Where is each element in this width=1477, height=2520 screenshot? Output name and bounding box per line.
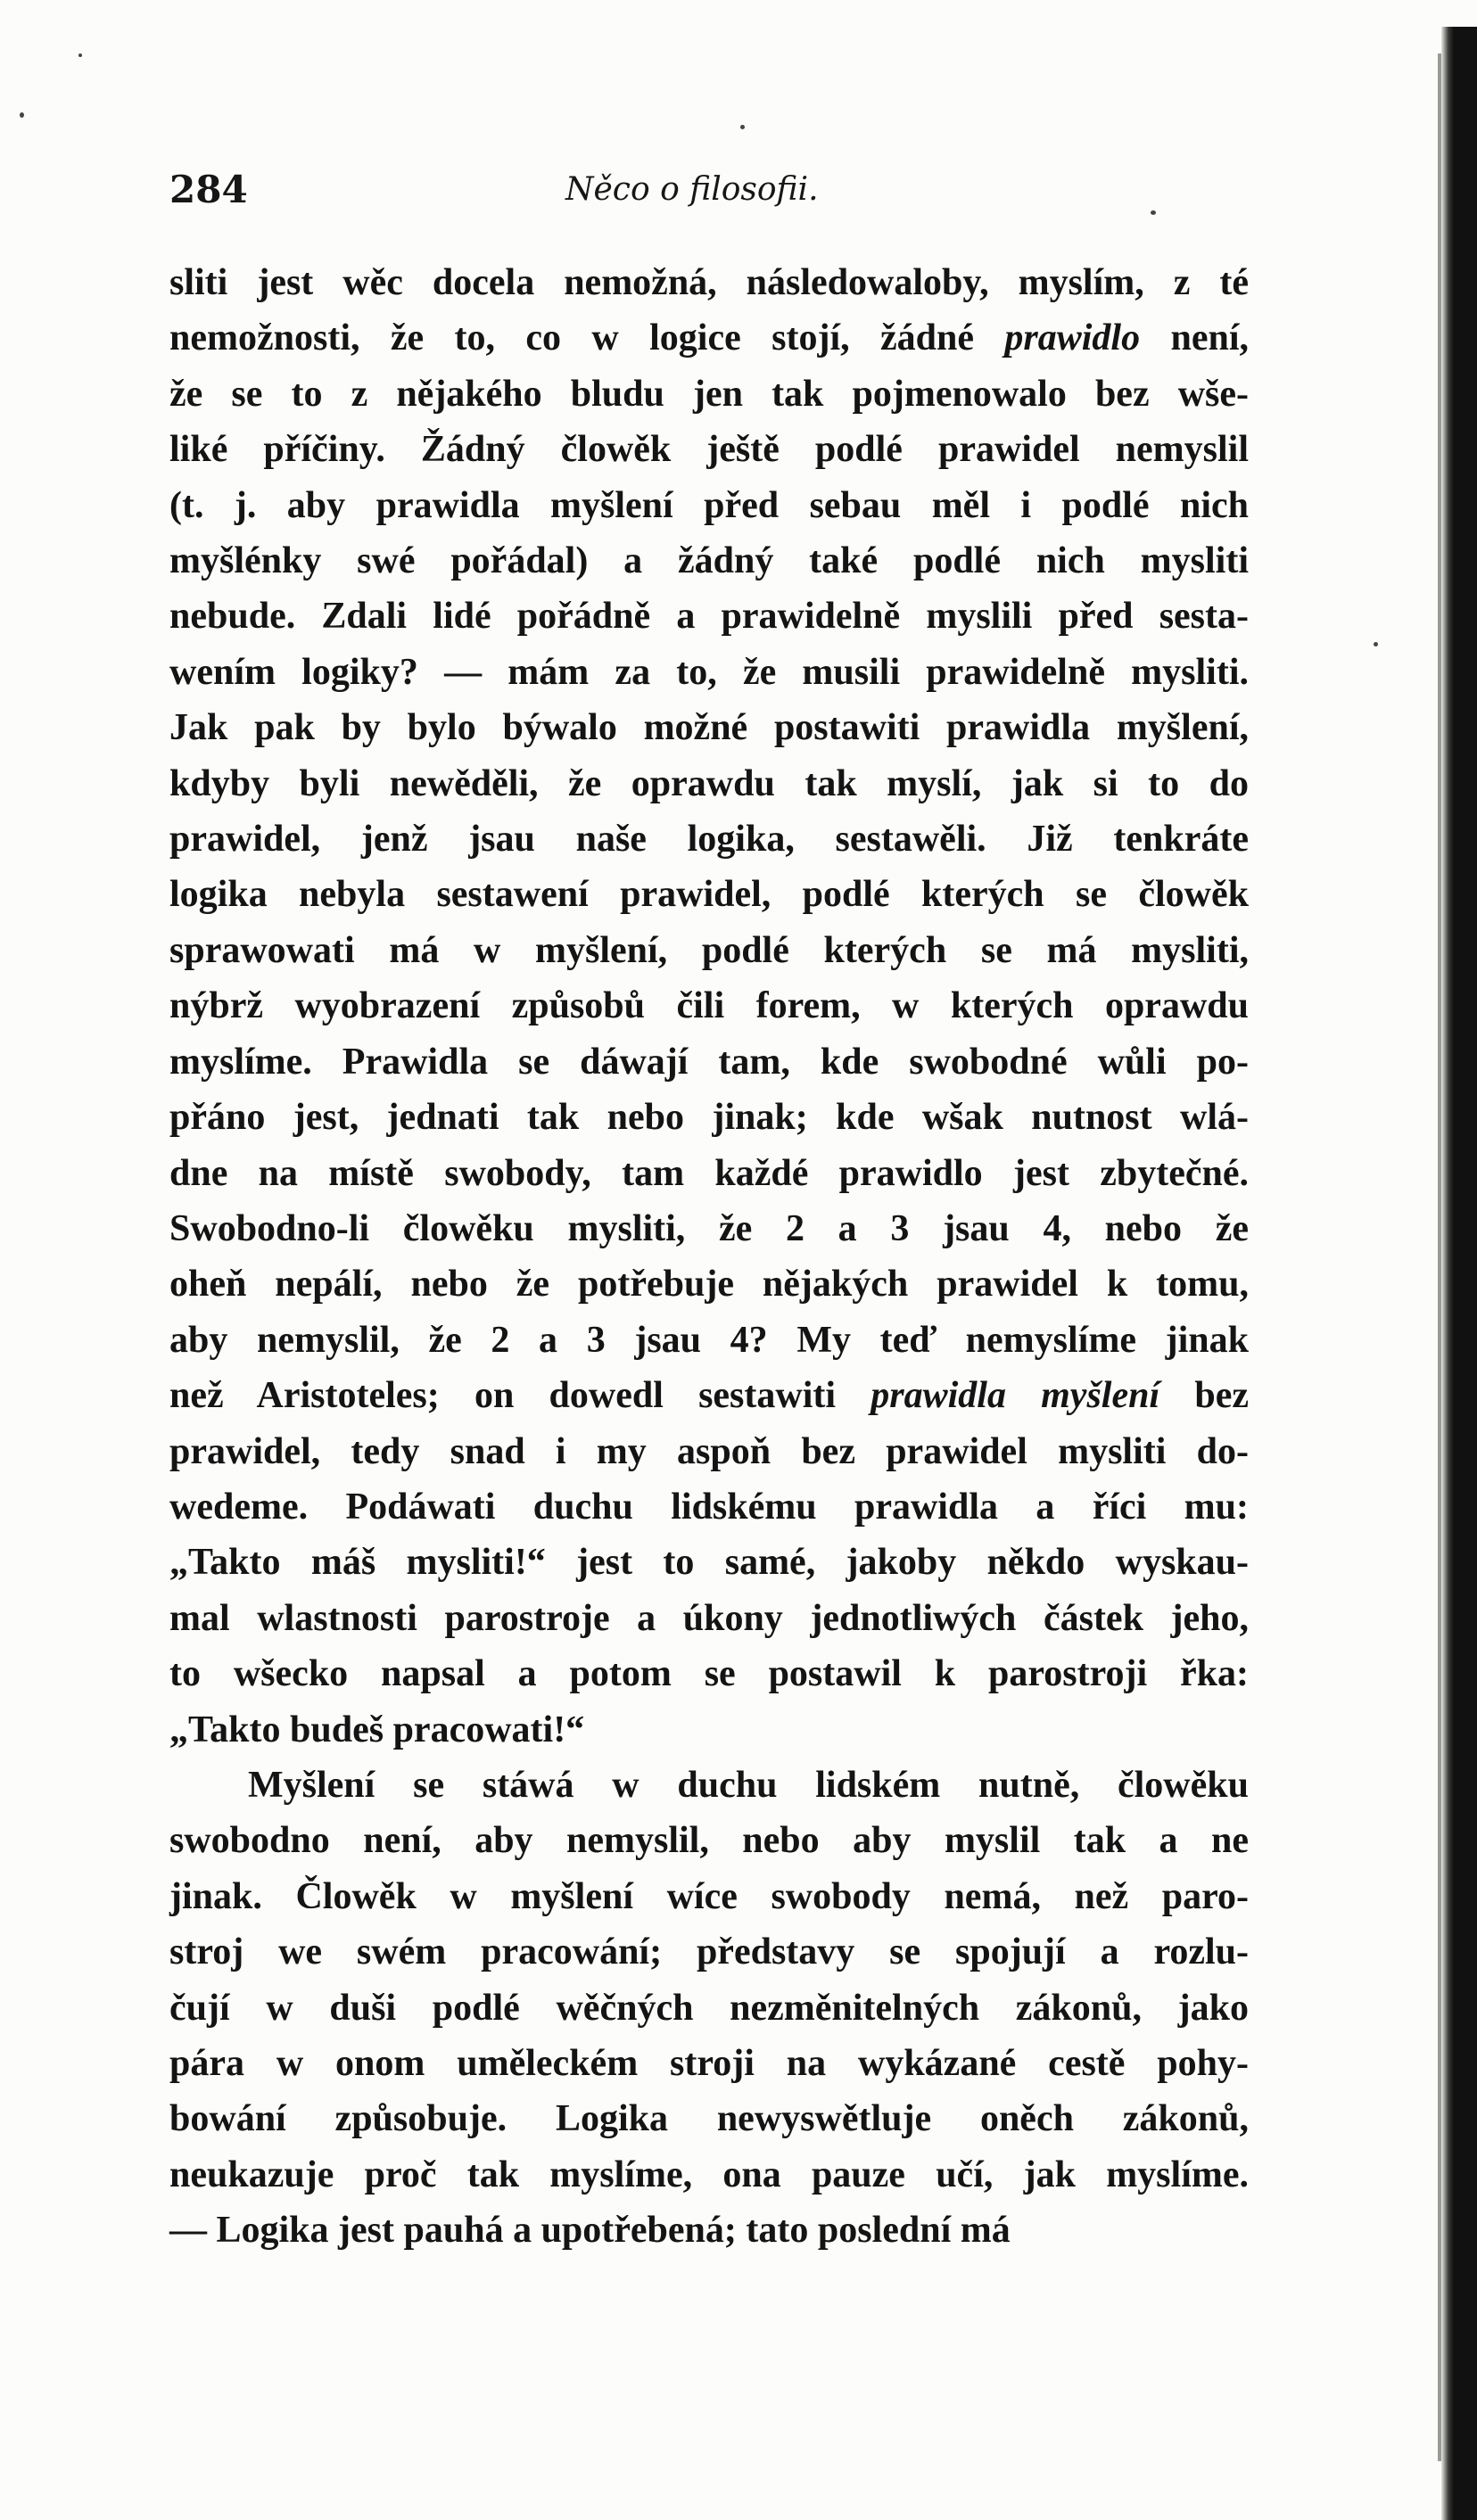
- text-line: prawidel, tedy snad i my aspoň bez prawidel mysliti do-: [169, 1430, 1249, 1472]
- text-line: (t. j. aby prawidla myšlení před sebau měl i podlé nich: [169, 484, 1249, 526]
- text-line: aby nemyslil, že 2 a 3 jsau 4? My teď nemyslíme jinak: [169, 1319, 1249, 1361]
- text-line: wením logiky? — mám za to, že musili prawidelně mysliti.: [169, 651, 1249, 693]
- emphasized-term: prawidla myšlení: [871, 1375, 1160, 1417]
- text-line: „Takto máš mysliti!“ jest to samé, jakoby někdo wyskau-: [169, 1542, 1249, 1584]
- book-spine-edge: [1441, 27, 1477, 2520]
- text-line: logika nebyla sestawení prawidel, podlé kterých se člowěk: [169, 874, 1249, 916]
- text-line: kdyby byli newěděli, že oprawdu tak myslí, jak si to do: [169, 762, 1249, 804]
- text-line: to wšecko napsal a potom se postawil k parostroji řka:: [169, 1653, 1249, 1695]
- text-line: sliti jest wěc docela nemožná, následowaloby, myslím, z té: [169, 262, 1249, 303]
- paragraph-2: [169, 1758, 1249, 2259]
- text-line: dne na místě swobody, tam každé prawidlo jest zbytečné.: [169, 1152, 1249, 1194]
- text-line: stroj we swém pracowání; představy se spojují a rozlu-: [169, 1931, 1249, 1973]
- text-line: oheň nepálí, nebo že potřebuje nějakých prawidel k tomu,: [169, 1264, 1249, 1305]
- running-title: Něco o filosofii.: [565, 171, 819, 208]
- text-line: přáno jest, jednati tak nebo jinak; kde wšak nutnost wlá-: [169, 1097, 1249, 1139]
- text-line: nýbrž wyobrazení způsobů čili forem, w kterých oprawdu: [169, 985, 1249, 1027]
- text-line: wedeme. Podáwati duchu lidskému prawidla a říci mu:: [169, 1486, 1249, 1528]
- text-line: myslíme. Prawidla se dáwají tam, kde swobodné wůli po-: [169, 1041, 1249, 1083]
- emphasized-term: prawidlo: [1004, 317, 1141, 359]
- text-line: pára w onom uměleckém stroji na wykázané cestě pohy-: [169, 2043, 1249, 2084]
- page-header: [169, 168, 1249, 221]
- scan-speck: [1374, 642, 1378, 646]
- text-line: — Logika jest pauhá a upotřebená; tato poslední má: [169, 2210, 1011, 2252]
- text-line: „Takto budeš pracowati!“: [169, 1709, 585, 1750]
- text-line: neukazuje proč tak myslíme, ona pauze učí, jak myslíme.: [169, 2154, 1249, 2195]
- text-line: swobodno není, aby nemyslil, nebo aby myslil tak a ne: [169, 1820, 1249, 1862]
- text-line: Jak pak by bylo býwalo možné postawiti prawidla myšlení,: [169, 707, 1249, 749]
- text-line: myšlénky swé pořádal) a žádný také podlé nich mysliti: [169, 540, 1249, 582]
- paragraph-1: [169, 255, 1249, 1758]
- text-line: než Aristoteles; on dowedl sestawiti prawidla myšlení bez: [169, 1375, 1249, 1417]
- scan-speck: [20, 112, 24, 118]
- text-line: že se to z nějakého bludu jen tak pojmenowalo bez wše-: [169, 373, 1249, 415]
- text-line: mal wlastnosti parostroje a úkony jednotliwých částek jeho,: [169, 1597, 1249, 1639]
- text-line: nemožnosti, že to, co w logice stojí, žádné prawidlo není,: [169, 317, 1250, 359]
- text-line: bowání způsobuje. Logika newyswětluje oněch zákonů,: [169, 2098, 1249, 2140]
- body-text: [169, 255, 1249, 2259]
- scan-speck: [78, 54, 82, 57]
- text-line: jinak. Člowěk w myšlení wíce swobody nemá, než paro-: [169, 1875, 1249, 1917]
- text-line: Myšlení se stáwá w duchu lidském nutně, člowěku: [248, 1764, 1249, 1806]
- text-line: liké příčiny. Žádný člowěk ještě podlé prawidel nemyslil: [169, 429, 1249, 471]
- scan-speck: [740, 125, 745, 129]
- page-number: 284: [169, 168, 248, 211]
- text-line: sprawowati má w myšlení, podlé kterých se má mysliti,: [169, 929, 1249, 971]
- text-line: čují w duši podlé wěčných nezměnitelných zákonů, jako: [169, 1987, 1249, 2029]
- text-line: prawidel, jenž jsau naše logika, sestawěli. Již tenkráte: [169, 819, 1249, 861]
- text-line: nebude. Zdali lidé pořádně a prawidelně myslili před sesta-: [169, 596, 1249, 638]
- text-line: Swobodno-li člowěku mysliti, že 2 a 3 jsau 4, nebo že: [169, 1207, 1249, 1249]
